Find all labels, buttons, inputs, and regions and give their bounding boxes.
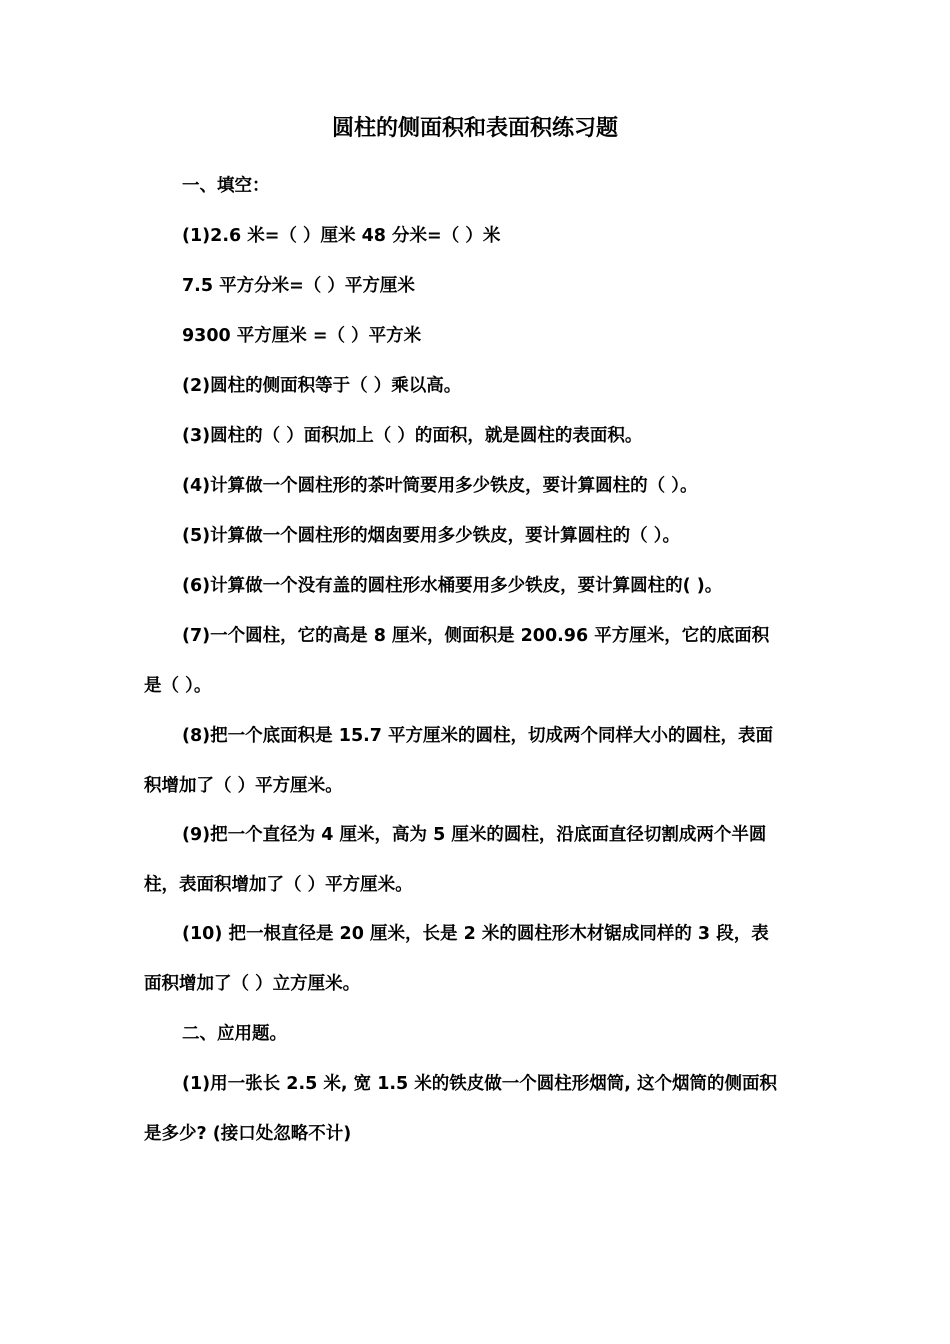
- question-10-line-2: 面积增加了（ ）立方厘米。: [144, 974, 361, 994]
- question-8-line-2: 积增加了（ ）平方厘米。: [144, 776, 343, 796]
- question-1-line-1: (1)2.6 米=（ ）厘米 48 分米=（ ）米: [182, 226, 501, 246]
- question-1-line-2: 7.5 平方分米=（ ）平方厘米: [182, 276, 415, 296]
- question-7-line-1: (7)一个圆柱，它的高是 8 厘米，侧面积是 200.96 平方厘米，它的底面积: [182, 626, 770, 646]
- question-7-line-2: 是（ ）。: [144, 676, 212, 696]
- section-heading-application: 二、应用题。: [182, 1024, 287, 1044]
- question-8-line-1: (8)把一个底面积是 15.7 平方厘米的圆柱，切成两个同样大小的圆柱，表面: [182, 726, 774, 746]
- question-1-line-3: 9300 平方厘米 =（ ）平方米: [182, 326, 422, 346]
- question-6: (6)计算做一个没有盖的圆柱形水桶要用多少铁皮，要计算圆柱的( )。: [182, 576, 723, 596]
- application-question-1-line-2: 是多少? (接口处忽略不计): [144, 1124, 352, 1144]
- section-heading-fill-in: 一、填空：: [182, 176, 270, 196]
- question-9-line-1: (9)把一个直径为 4 厘米，高为 5 厘米的圆柱，沿底面直径切割成两个半圆: [182, 825, 767, 845]
- question-4: (4)计算做一个圆柱形的茶叶筒要用多少铁皮，要计算圆柱的（ ）。: [182, 476, 698, 496]
- question-5: (5)计算做一个圆柱形的烟囱要用多少铁皮，要计算圆柱的（ ）。: [182, 526, 681, 546]
- question-9-line-2: 柱，表面积增加了（ ）平方厘米。: [144, 875, 413, 895]
- page-title: 圆柱的侧面积和表面积练习题: [331, 116, 618, 141]
- question-10-line-1: (10) 把一根直径是 20 厘米，长是 2 米的圆柱形木材锯成同样的 3 段，表: [182, 924, 769, 944]
- application-question-1-line-1: (1)用一张长 2.5 米, 宽 1.5 米的铁皮做一个圆柱形烟筒, 这个烟筒的侧面积: [182, 1074, 778, 1094]
- question-3: (3)圆柱的（ ）面积加上（ ）的面积，就是圆柱的表面积。: [182, 426, 643, 446]
- question-2: (2)圆柱的侧面积等于（ ）乘以高。: [182, 376, 462, 396]
